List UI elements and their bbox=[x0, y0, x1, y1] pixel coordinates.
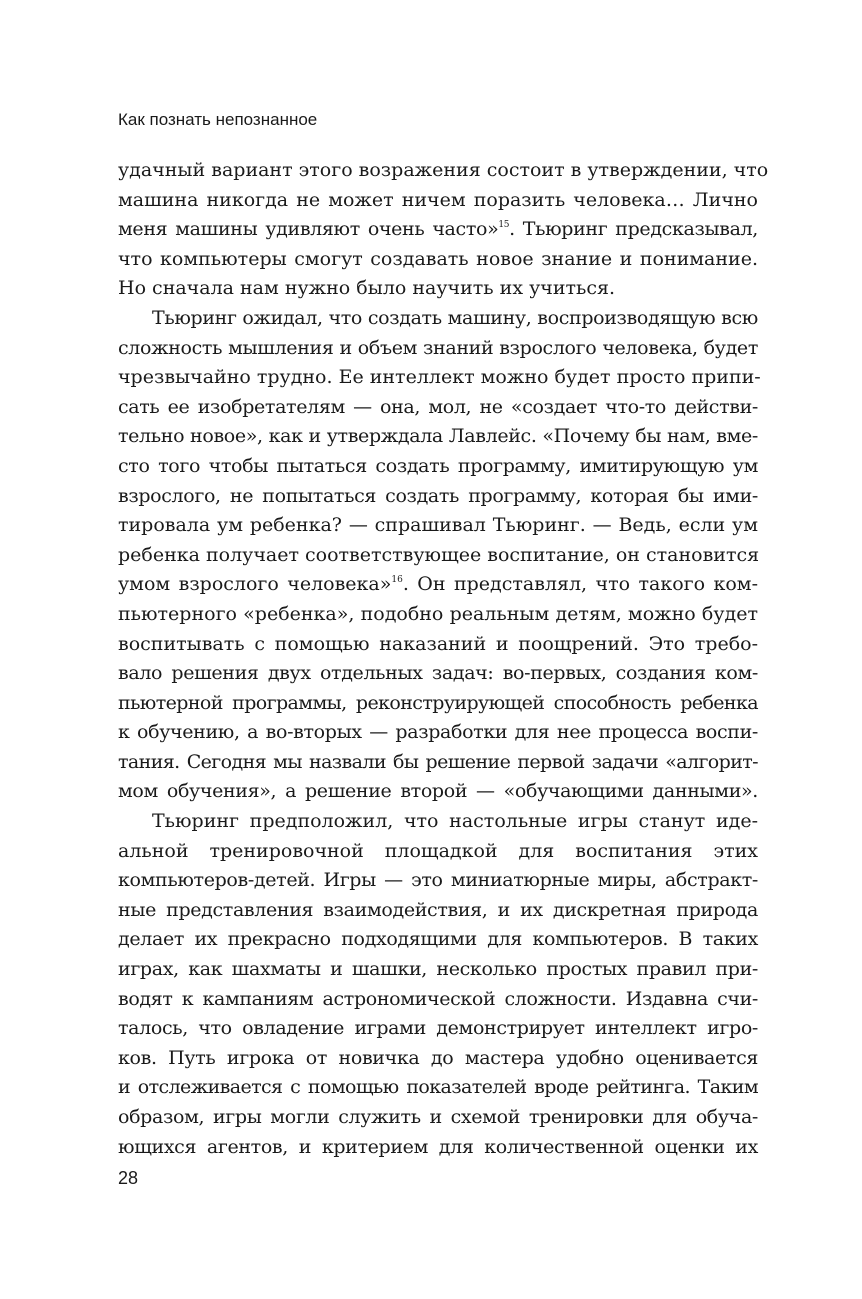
text-line: машина никогда не может ничем поразить человека… Лично bbox=[118, 188, 758, 211]
text-line bbox=[118, 570, 758, 600]
text-line: талось, что овладение играми демонстрирует интеллект игро- bbox=[118, 1017, 758, 1040]
text-line: ребенка получает соответствующее воспитание, он становится bbox=[118, 543, 760, 566]
text-line: пьютерного «ребенка», подобно реальным детям, можно будет bbox=[118, 602, 758, 625]
text-segment: умом взрослого человека» bbox=[118, 573, 392, 596]
text-line: к обучению, а во-вторых — разработки для нее процесса воспи- bbox=[118, 721, 758, 744]
text-line: сто того чтобы пытаться создать программу, имитирующую ум bbox=[118, 454, 758, 477]
footnote-marker: 16 bbox=[391, 575, 403, 586]
running-header: Как познать непознанное bbox=[118, 110, 318, 129]
text-line: воспитывать с помощью наказаний и поощрений. Это требо- bbox=[118, 632, 758, 655]
text-line: образом, игры могли служить и схемой тренировки для обуча- bbox=[118, 1106, 758, 1128]
text-line: тельно новое», как и утверждала Лавлейс. «Почему бы нам, вме- bbox=[118, 425, 758, 448]
text-line: и отслеживается с помощью показателей вроде рейтинга. Таким bbox=[118, 1076, 758, 1099]
text-line bbox=[118, 215, 758, 245]
text-line: водят к кампаниям астрономической сложности. Издавна счи- bbox=[118, 987, 758, 1010]
paragraph-3 bbox=[118, 807, 758, 1162]
text-line: сложность мышления и объем знаний взрослого человека, будет bbox=[118, 336, 758, 359]
text-line: делает их прекрасно подходящими для компьютеров. В таких bbox=[118, 928, 758, 951]
text-line: вало решения двух отдельных задач: во-первых, создания ком- bbox=[118, 662, 758, 685]
text-line: компьютеров-детей. Игры — это миниатюрные миры, абстракт- bbox=[118, 869, 758, 892]
paragraph-2 bbox=[118, 304, 761, 807]
body-text bbox=[118, 156, 769, 1162]
text-line: ные представления взаимодействия, и их дискретная природа bbox=[118, 898, 758, 921]
text-line: ющихся агентов, и критерием для количественной оценки их bbox=[118, 1135, 758, 1158]
text-line: удачный вариант этого возражения состоит в утверждении, что bbox=[118, 159, 769, 181]
text-line: пьютерной программы, реконструирующей способность ребенка bbox=[118, 691, 758, 714]
text-line: играх, как шахматы и шашки, несколько простых правил при- bbox=[118, 958, 758, 981]
text-line: что компьютеры смогут создавать новое знание и понимание. bbox=[118, 247, 758, 270]
text-line: альной тренировочной площадкой для воспитания этих bbox=[118, 839, 758, 862]
text-line: сать ее изобретателям — она, мол, не «создает что-то действи- bbox=[118, 395, 758, 418]
text-segment: . Он представлял, что такого ком- bbox=[402, 573, 758, 596]
text-segment: меня машины удивляют очень часто» bbox=[118, 218, 499, 241]
page-number: 28 bbox=[118, 1168, 139, 1188]
text-line: взрослого, не попытаться создать программу, которая бы ими- bbox=[118, 484, 758, 507]
text-line: ков. Путь игрока от новичка до мастера удобно оценивается bbox=[118, 1046, 758, 1069]
text-line: тания. Сегодня мы назвали бы решение первой задачи «алгорит- bbox=[118, 750, 758, 773]
text-segment: . Тьюринг предсказывал, bbox=[509, 218, 758, 241]
text-line: чрезвычайно трудно. Ее интеллект можно будет просто припи- bbox=[118, 366, 761, 389]
text-line: мом обучения», а решение второй — «обучающими данными». bbox=[118, 780, 758, 803]
text-line: Но сначала нам нужно было научить их учиться. bbox=[118, 277, 616, 300]
text-line: Тьюринг предположил, что настольные игры станут иде- bbox=[152, 810, 758, 833]
footnote-marker: 15 bbox=[498, 220, 510, 231]
text-line: Тьюринг ожидал, что создать машину, воспроизводящую всю bbox=[152, 306, 758, 329]
paragraph-1 bbox=[118, 156, 769, 304]
text-line: тировала ум ребенка? — спрашивал Тьюринг. — Ведь, если ум bbox=[118, 514, 758, 537]
